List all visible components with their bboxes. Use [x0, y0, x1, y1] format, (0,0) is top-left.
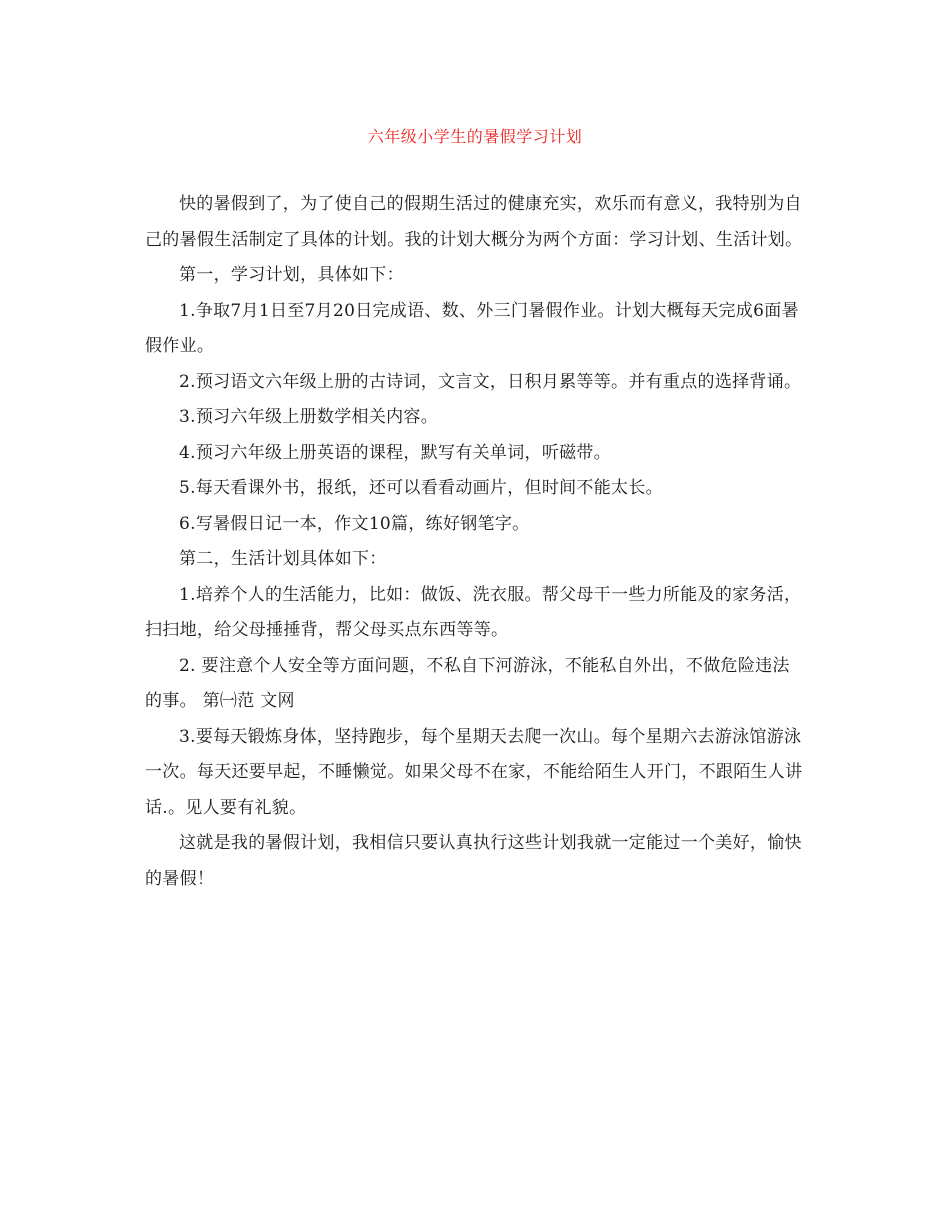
document-body [145, 187, 805, 897]
paragraph-study-item-5: 5.每天看课外书，报纸，还可以看看动画片，但时间不能太长。 [179, 478, 663, 498]
paragraph-conclusion: 这就是我的暑假计划，我相信只要认真执行这些计划我就一定能过一个美好，愉快的暑假！ [145, 833, 802, 889]
paragraph-life-heading: 第二，生活计划具体如下： [179, 549, 387, 569]
paragraph-life-item-2: 2. 要注意个人安全等方面问题，不私自下河游泳，不能私自外出，不做危险违法的事。 第㈠范 文网 [145, 655, 790, 711]
paragraph-life-item-1: 1.培养个人的生活能力，比如：做饭、洗衣服。帮父母干一些力所能及的家务活，扫扫地，给父母捶捶背，帮父母买点东西等等。 [145, 584, 802, 640]
paragraph-life-item-3: 3.要每天锻炼身体，坚持跑步，每个星期天去爬一次山。每个星期六去游泳馆游泳一次。每天还要早起，不睡懒觉。如果父母不在家，不能给陌生人开门，不跟陌生人讲话.。见人要有礼貌。 [145, 726, 803, 818]
paragraph-study-item-6: 6.写暑假日记一本，作文10篇，练好钢笔字。 [179, 513, 530, 534]
paragraph-study-item-2: 2.预习语文六年级上册的古诗词，文言文，日积月累等等。并有重点的选择背诵。 [179, 371, 802, 392]
paragraph-intro: 快的暑假到了，为了使自己的假期生活过的健康充实，欢乐而有意义，我特别为自己的暑假生活制定了具体的计划。我的计划大概分为两个方面：学习计划、生活计划。 [145, 194, 803, 250]
paragraph-study-item-4: 4.预习六年级上册英语的课程，默写有关单词，听磁带。 [179, 442, 612, 463]
paragraph-study-item-1: 1.争取7月1日至7月20日完成语、数、外三门暑假作业。计划大概每天完成6面暑假作业。 [145, 300, 799, 356]
paragraph-study-heading: 第一，学习计划，具体如下： [179, 265, 404, 285]
paragraph-study-item-3: 3.预习六年级上册数学相关内容。 [179, 407, 439, 427]
document-title: 六年级小学生的暑假学习计划 [367, 127, 583, 146]
